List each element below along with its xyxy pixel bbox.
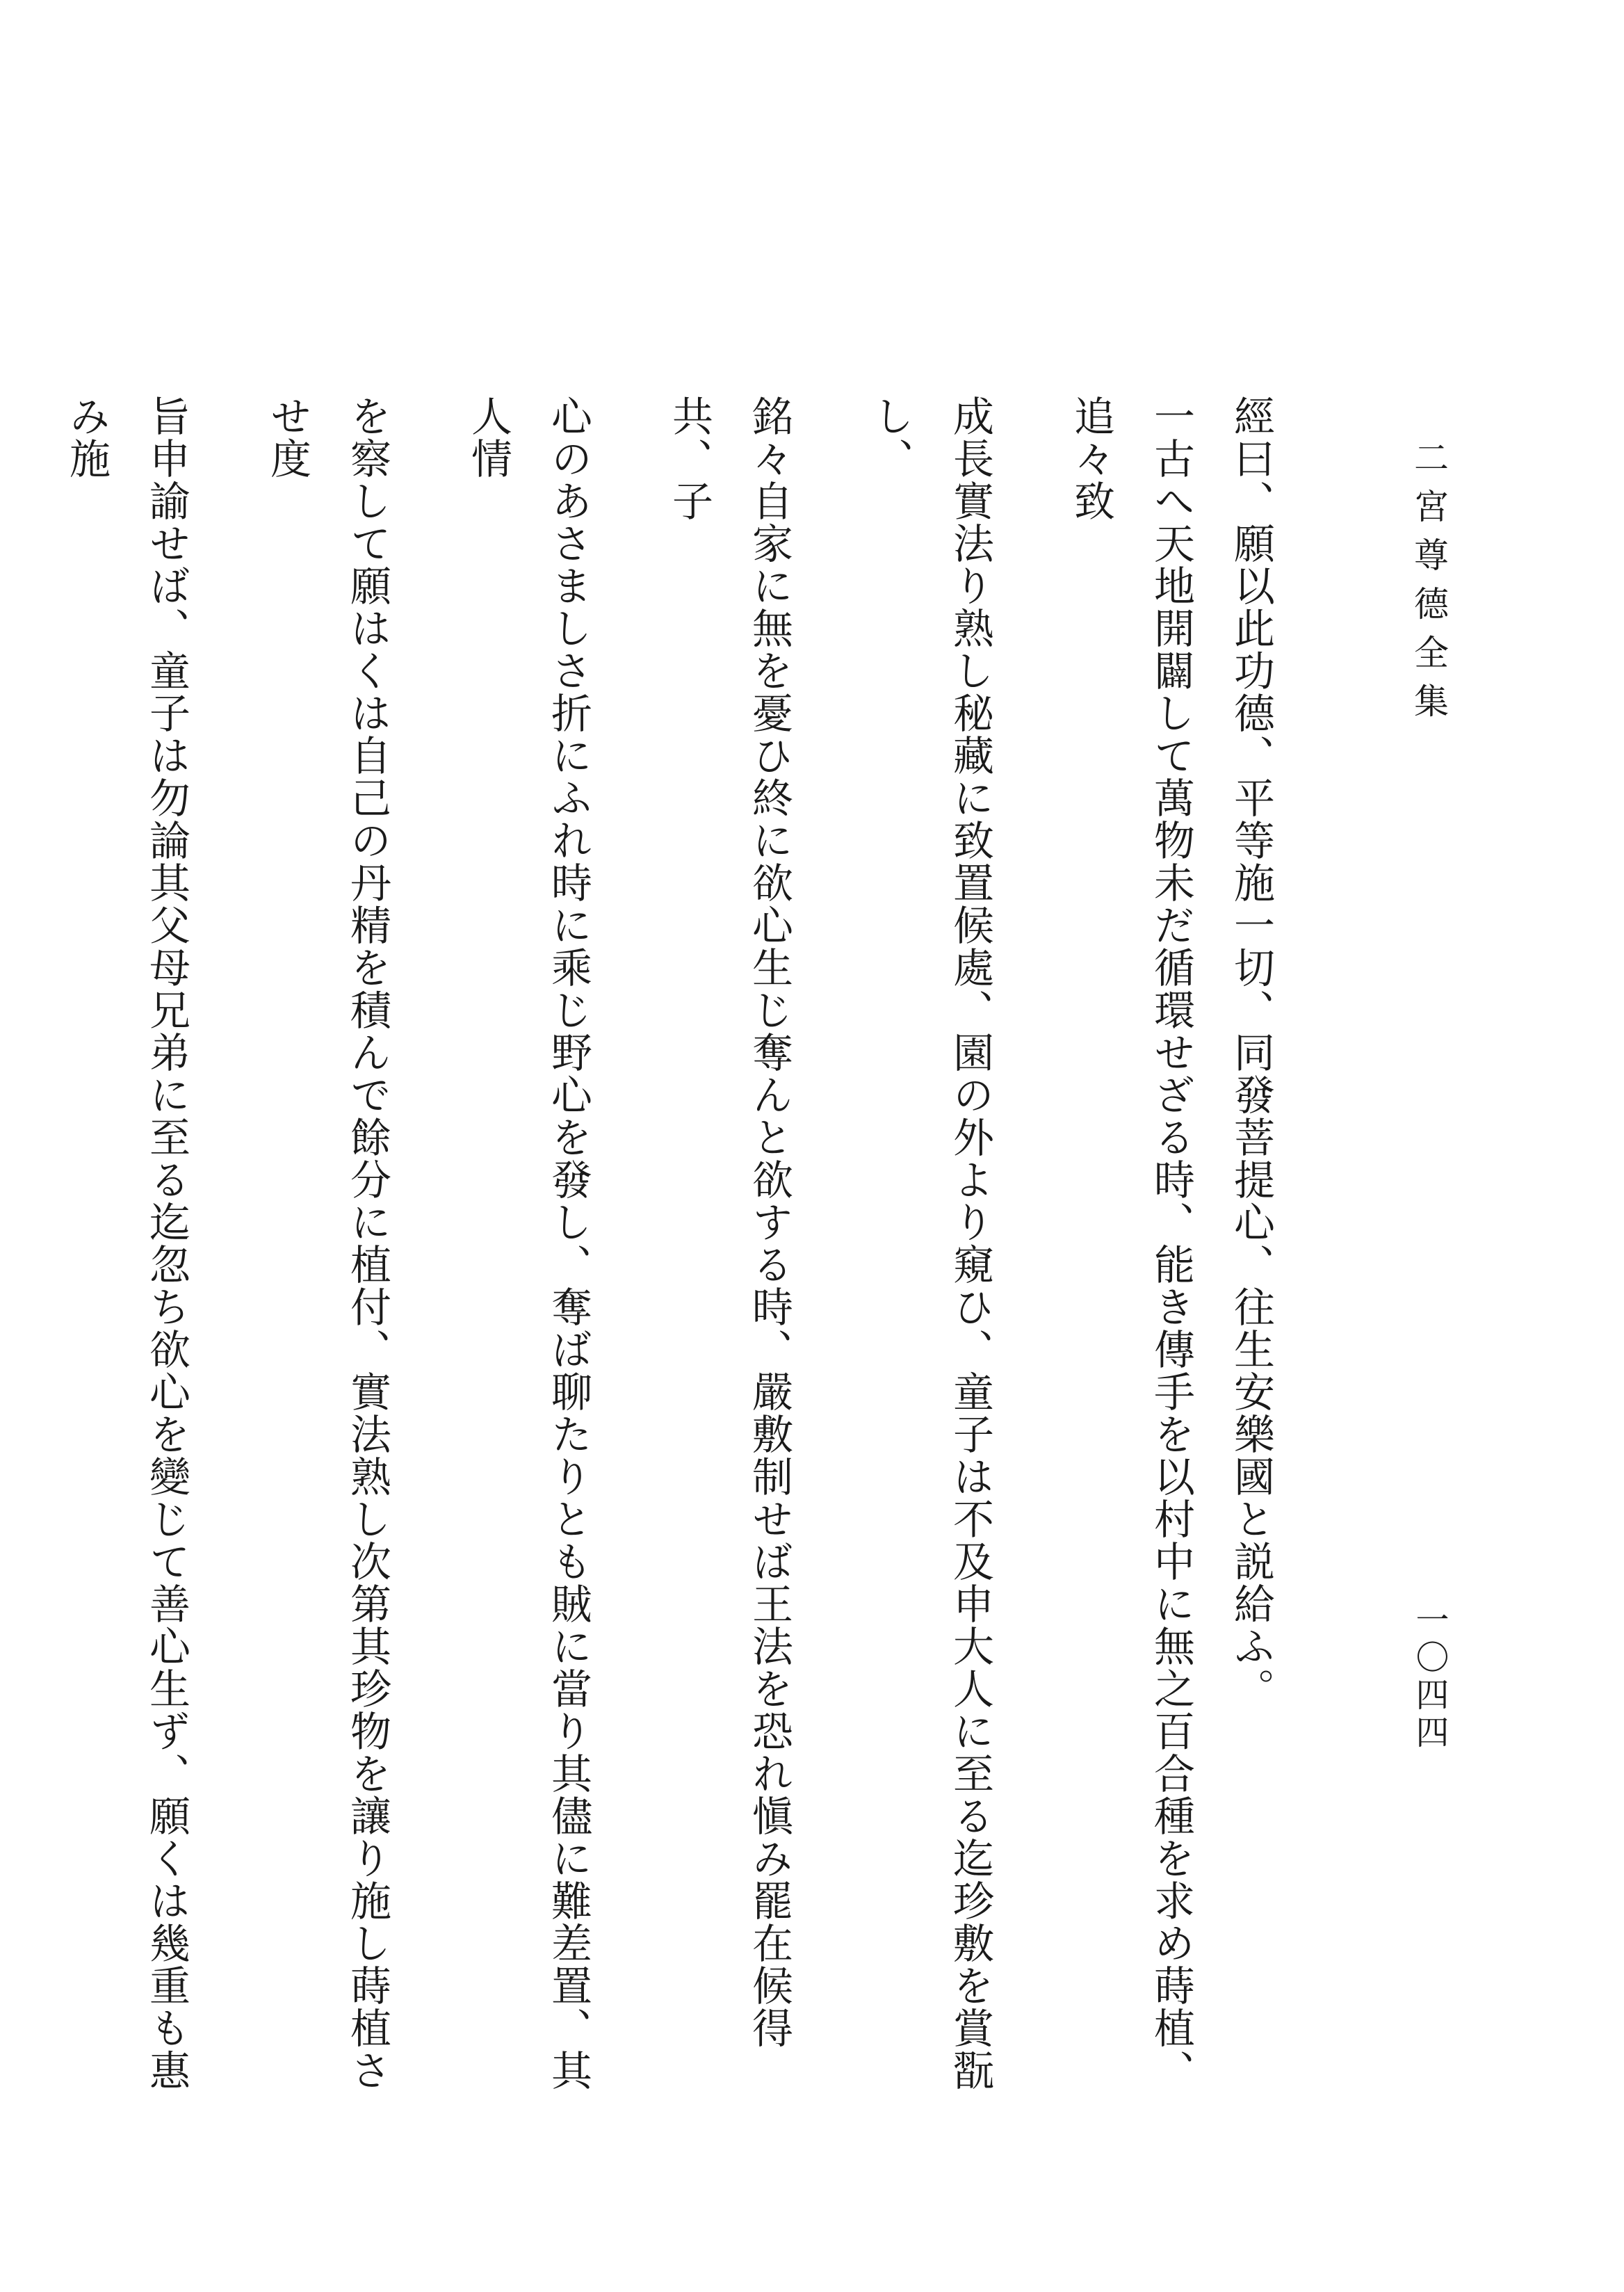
body-column: 旨申諭せば、童子は勿論其父母兄弟に至る迄忽ち欲心を變じて善心生ず、願くは幾重も惠み施 [63, 395, 190, 2092]
page-number: 一〇四四 [1410, 1602, 1449, 1752]
body-column: 心のあさましさ折にふれ時に乘じ野心を發し、奪ば聊たりとも賊に當り其儘に難差置、其人情 [464, 395, 592, 2092]
body-column: を察して願はくは自己の丹精を積んで餘分に植付、實法熟し次第其珍物を讓り施し蒔植させ度 [263, 395, 391, 2092]
running-head: 二宮尊德全集 [1408, 439, 1449, 732]
body-column: 銘々自家に無を憂ひ終に欲心生じ奪んと欲する時、嚴敷制せば王法を恐れ愼み罷在候得共、子 [665, 395, 793, 2049]
body-text [0, 395, 1332, 2113]
body-column [0, 395, 47, 2113]
body-column: 一古へ天地開闢して萬物未だ循環せざる時、能き傳手を以村中に無之百合種を求め蒔植、追々致 [1067, 395, 1195, 2092]
body-column: 經曰、願以此功德、平等施一切、同發菩提心、往生安樂國と説給ふ。 [1227, 395, 1275, 1710]
body-column: 成長實法り熟し秘藏に致置候處、園の外より窺ひ、童子は不及申大人に至る迄珍敷を賞翫し、 [866, 395, 994, 2092]
